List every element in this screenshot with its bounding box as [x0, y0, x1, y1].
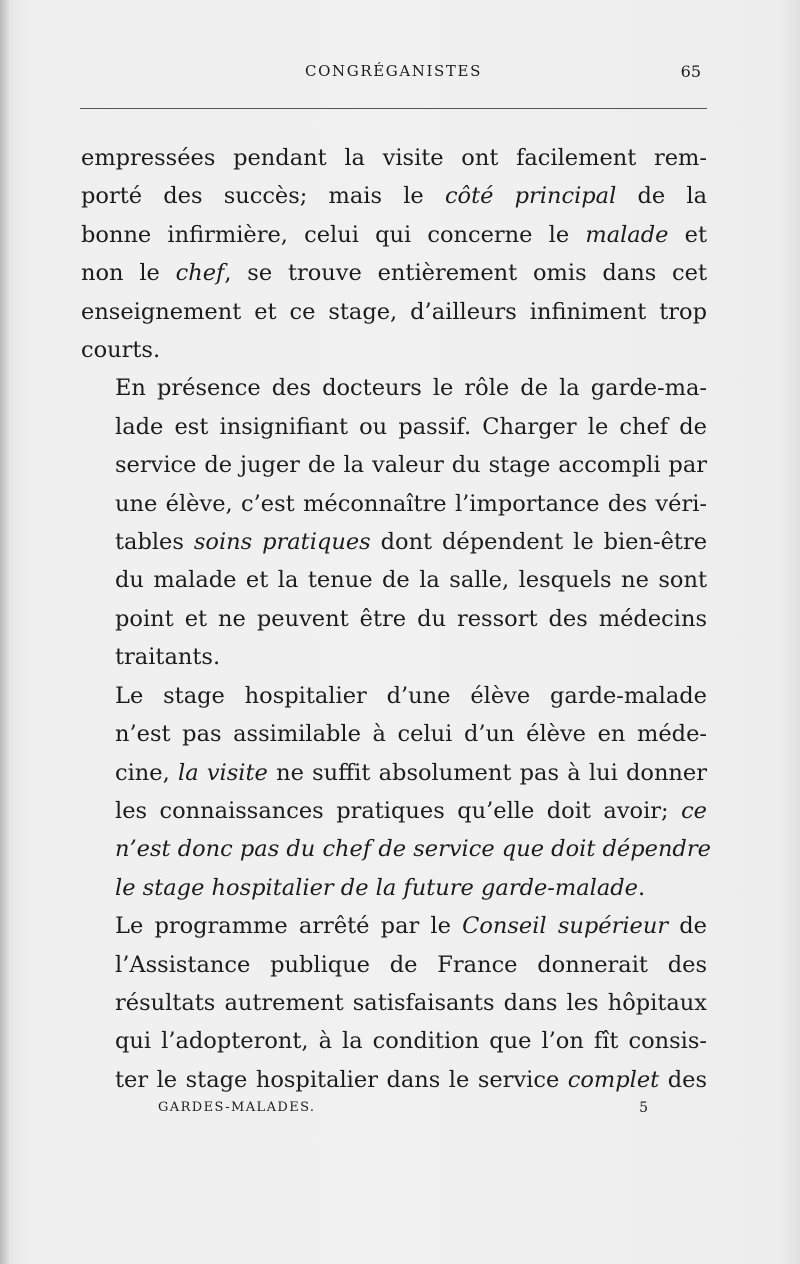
text-line [81, 600, 707, 638]
text-run: bonne infirmière, celui qui concerne le [81, 221, 586, 248]
text-run: de [668, 913, 707, 940]
text-line [81, 408, 707, 446]
text-line [81, 254, 707, 292]
text-run: , se trouve entièrement omis dans cet [224, 260, 707, 287]
text-line [81, 907, 707, 945]
text-run: l’Assistance publique de France donnerait des [115, 951, 707, 978]
text-line [81, 216, 707, 254]
text-line [81, 369, 707, 407]
text-run: Le stage hospitalier d’une élève garde-malade [115, 682, 707, 709]
signature-mark: GARDES-MALADES. [158, 1100, 316, 1115]
text-run: de la [616, 183, 707, 210]
italic-run: chef [175, 260, 225, 287]
text-line [81, 523, 707, 561]
italic-run: Conseil supérieur [462, 913, 669, 940]
italic-run: la visite [178, 759, 268, 786]
text-run: qui l’adopteront, à la condition que l’on fît consis- [115, 1028, 707, 1055]
text-run: En présence des docteurs le rôle de la garde-ma- [115, 375, 707, 402]
paragraph-4 [81, 907, 707, 1099]
text-run: lade est insignifiant ou passif. Charger le chef de [115, 413, 707, 440]
text-run: empressées pendant la visite ont facilement rem- [81, 145, 707, 171]
page-header [80, 62, 707, 86]
page-edge-shadow [0, 0, 10, 1264]
text-line [81, 638, 707, 676]
text-run: ter le stage hospitalier dans le service [115, 1066, 568, 1093]
italic-run: soins pratiques [193, 529, 371, 556]
text-line [81, 561, 707, 599]
page-number: 65 [680, 62, 701, 81]
text-line [81, 331, 707, 369]
text-run: service de juger de la valeur du stage accompli par [115, 452, 707, 479]
text-line [81, 293, 707, 331]
text-line [81, 754, 707, 792]
text-line [81, 139, 707, 177]
page-footer [158, 1100, 648, 1120]
text-run: Le programme arrêté par le [115, 913, 463, 940]
text-run: cine, [115, 759, 178, 786]
text-run: les connaissances pratiques qu’elle doit avoir; [115, 797, 682, 824]
text-line [81, 946, 707, 984]
text-line [81, 984, 707, 1022]
running-title: CONGRÉGANISTES [305, 62, 482, 80]
text-line [81, 177, 707, 215]
paragraph-3 [81, 677, 711, 907]
text-run: une élève, c’est méconnaître l’importance des véri- [115, 490, 707, 517]
text-run: . [637, 874, 646, 901]
text-run: porté des succès; mais le [81, 183, 445, 210]
text-line [81, 1061, 707, 1099]
paragraph-1 [81, 139, 707, 369]
text-run: point et ne peuvent être du ressort des médecins [115, 605, 707, 632]
text-run: traitants. [115, 644, 221, 671]
text-run: enseignement et ce stage, d’ailleurs infiniment trop [81, 298, 707, 325]
text-line [81, 485, 707, 523]
text-line [81, 869, 707, 907]
paragraph-2 [81, 369, 707, 676]
text-line [81, 715, 707, 753]
body-text [81, 139, 711, 1099]
text-run: résultats autrement satisfaisants dans les hôpitaux [115, 989, 707, 1016]
header-rule [80, 108, 707, 109]
text-line [81, 830, 711, 868]
text-run: ne suffit absolument pas à lui donner [267, 759, 707, 786]
italic-run: complet [567, 1066, 660, 1093]
text-run: des [659, 1066, 708, 1093]
text-line [81, 1022, 707, 1060]
italic-run: côté principal [444, 183, 617, 210]
text-run: tables [115, 529, 194, 556]
text-run: dont dépendent le bien-être [370, 529, 708, 556]
text-run: courts. [81, 337, 161, 364]
italic-run: n’est donc pas du chef de service que doit dépendre [115, 836, 711, 863]
italic-run: le stage hospitalier de la future garde-malade [115, 874, 638, 901]
text-run: du malade et la tenue de la salle, lesquels ne sont [115, 567, 707, 594]
signature-number: 5 [639, 1100, 648, 1116]
text-run: n’est pas assimilable à celui d’un élève en méde- [115, 721, 707, 748]
italic-run: malade [585, 221, 669, 248]
italic-run: ce [681, 797, 707, 824]
text-run: et [668, 221, 707, 248]
text-run: non le [81, 260, 176, 287]
text-line [81, 792, 707, 830]
text-line [81, 446, 707, 484]
text-line [81, 677, 707, 715]
